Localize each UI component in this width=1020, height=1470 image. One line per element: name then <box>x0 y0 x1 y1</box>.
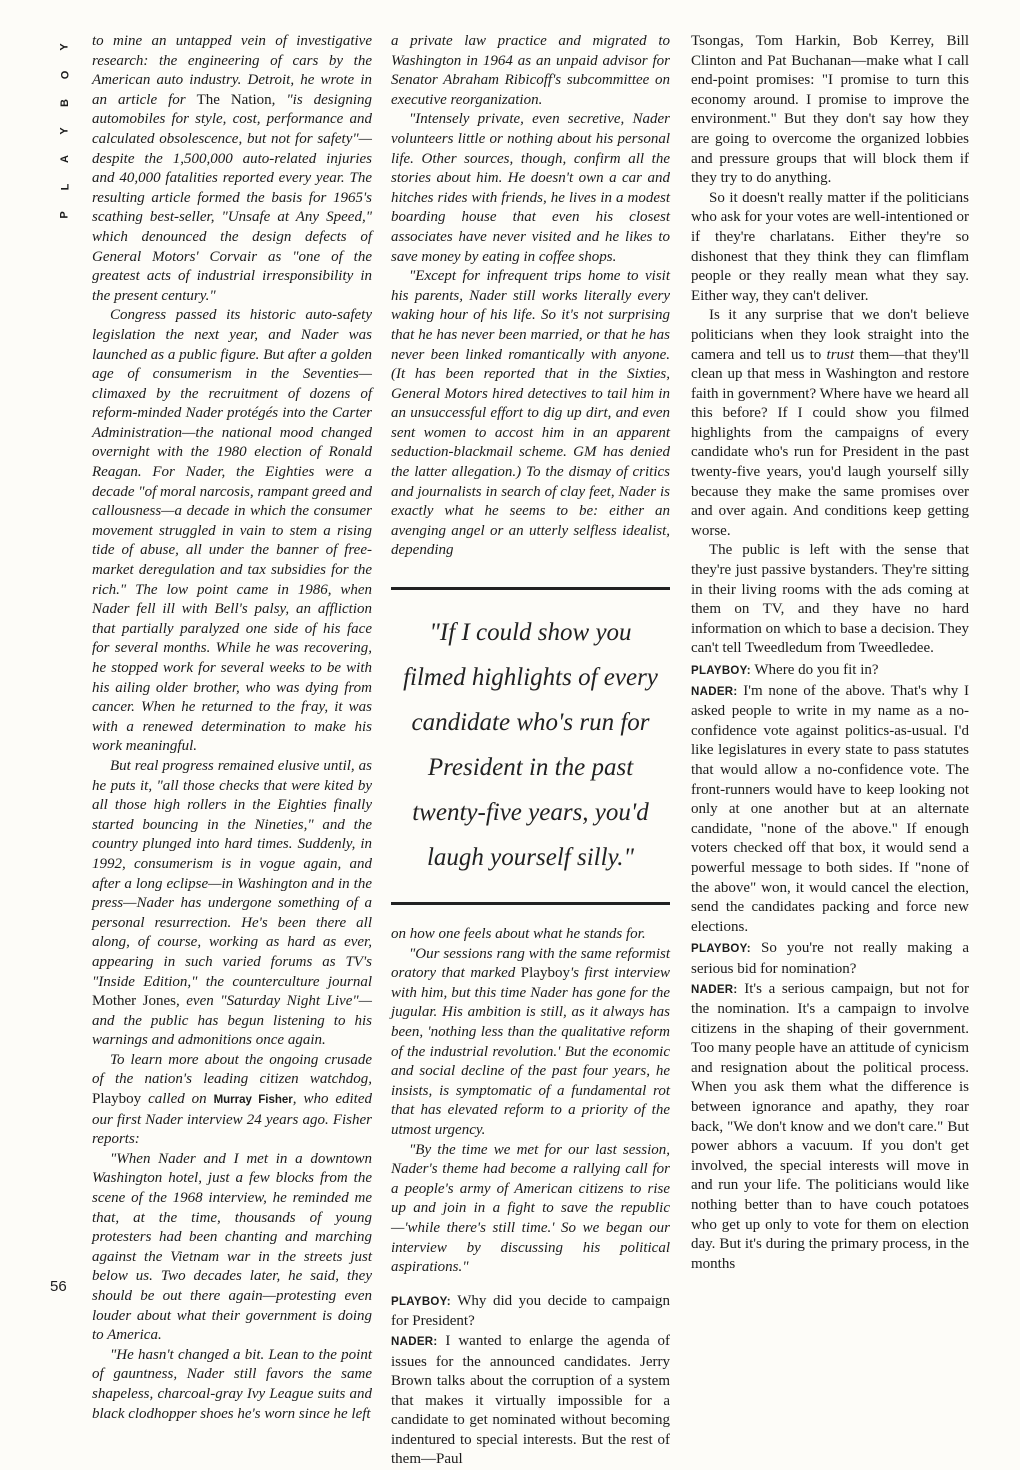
running-head-letter: P <box>59 211 71 219</box>
interview-question: PLAYBOY: Why did you decide to campaign for President? <box>391 1292 670 1330</box>
speaker-label: NADER: <box>691 685 738 698</box>
intro-paragraph: "Our sessions rang with the same reformist oratory that marked Playboy's first interview with him, but this time Nader has gone for the jugular. His ambition is still, as it always has been, 'nothing less than the qualitative reform of the industrial revolution.' But the economic and social decline of the past four years, he insists, is symptomatic of a fundamental rot that has elevated reform to a priority of the utmost urgency. <box>391 945 670 1138</box>
running-head-letter: B <box>58 99 71 107</box>
speaker-label: NADER: <box>391 1335 438 1348</box>
interview-answer: NADER: I wanted to enlarge the agenda of issues for the announced candidates. Jerry Brown talks about the corruption of a system that makes it virtually impossible for a candidate to get nominated without becoming indentured to special interests. But the rest of them—Paul <box>391 1332 670 1468</box>
pull-quote: "If I could show you filmed highlights of every candidate who's run for President in the past twenty-five years, you'd laugh yourself silly." <box>391 587 670 905</box>
intro-paragraph: To learn more about the ongoing crusade of the nation's leading citizen watchdog, Playboy called on Murray Fisher, who edited our first Nader interview 24 years ago. Fisher reports: <box>92 1051 373 1148</box>
interview-question: PLAYBOY: Where do you fit in? <box>691 662 879 678</box>
intro-paragraph: "Except for infrequent trips home to visit his parents, Nader still works literally every waking hour of his life. So it's not surprising that he has never been married, or that he has never been linked romantically with anyone. (It has been reported that in the Sixties, General Motors hired detectives to tail him in an unsuccessful effort to dig up dirt, and even sent women to accost him in an apparent seduction-blackmail scheme. GM has denied the latter allegation.) To the dismay of critics and journalists in search of clay feet, Nader is exactly what he seems to be: either an avenging angel or an utterly selfless idealist, depending <box>391 268 670 559</box>
intro-paragraph: "He hasn't changed a bit. Lean to the point of gauntness, Nader still favors the same shapeless, charcoal-gray Ivy League suits and black clodhopper shoes he's worn since he left <box>92 1346 372 1422</box>
interview-answer: Is it any surprise that we don't believe politicians when they look straight into the camera and tell us to trust them—that they'll clean up that mess in Washington and restore faith in government? Where have we heard all this before? If I could show you filmed highlights from the campaigns of every candidate who's run for President in the past twenty-five years, you'd laugh yourself silly because they make the same promises over and over again. And conditions keep getting worse. <box>691 307 969 539</box>
interview-answer: NADER: I'm none of the above. That's why I asked people to write in my name as a no-confidence vote against politics-as-usual. I'd like legislatures in every state to pass statutes that would allow a no-confidence vote. The front-runners would have to keep looking not only at one another but at an alternate candidate, "none of the above." If enough voters checked off that box, it would send a powerful message to both sides. If "none of the above" won, it would cancel the election, send the candidates packing and force new elections. <box>691 682 969 935</box>
column-3 <box>691 32 969 1292</box>
intro-paragraph: a private law practice and migrated to Washington in 1964 as an unpaid advisor for Senator Abraham Ribicoff's subcommittee on executive reorganization. <box>391 33 670 108</box>
speaker-label: PLAYBOY: <box>691 943 751 956</box>
running-head-letter: Y <box>59 43 71 51</box>
page-number: 56 <box>50 1278 67 1295</box>
interview-answer: Tsongas, Tom Harkin, Bob Kerrey, Bill Clinton and Pat Buchanan—make what I call end-point promises: "I promise to turn this economy around. I promise to improve the environment." But they don't say how they are going to overcome the organized lobbies and pressure groups that will block them if they try to do anything. <box>691 33 969 187</box>
intro-paragraph: to mine an untapped vein of investigative research: the engineering of cars by the American auto industry. Detroit, he wrote in an article for The Nation, "is designing automobiles for style, cost, performance and calculated obsolescence, but not for safety"—despite the 1,500,000 auto-related injuries and 40,000 fatalities reported every year. The resulting article formed the basis for 1965's scathing best-seller, "Unsafe at Any Speed," which denounced the design defects of General Motors' Corvair as "one of the greatest acts of industrial irresponsibility in the present century." <box>92 33 372 304</box>
speaker-label: NADER: <box>691 983 738 996</box>
intro-paragraph: "By the time we met for our last session, Nader's theme had become a rallying call for a people's army of American citizens to rise up and join in a fight to save the republic—'while there's still time.' So we began our interview by discussing his political aspirations." <box>391 1141 670 1276</box>
interview-answer: NADER: It's a serious campaign, but not for the nomination. It's a campaign to involve citizens in the shaping of their government. Too many people have an attitude of cynicism and resignation about the political process. When you ask them what the difference is between ignorance and apathy, they roar back, "We don't know and we don't care." But power abhors a vacuum. If you don't get involved, the special interests will move in and run your life. The politicians would like nothing better than to have couch potatoes who get up only to vote for them on election day. But it's during the primary process, in the months <box>691 980 969 1272</box>
interview-question: PLAYBOY: So you're not really making a serious bid for nomination? <box>691 940 969 977</box>
interview-answer: The public is left with the sense that they're just passive bystanders. They're sitting in their living rooms with the ads coming at them on TV, and they have no hard information on which to base a decision. They can't tell Tweedledum from Tweedledee. <box>691 542 969 657</box>
running-head-playboy <box>52 36 78 226</box>
intro-paragraph: on how one feels about what he stands for. <box>391 926 646 943</box>
interview-answer: So it doesn't really matter if the politicians who ask for your votes are well-intentioned or if they're charlatans. Either they're so dishonest that they think they can flimflam people or they really mean what they say. Either way, they can't deliver. <box>691 189 969 304</box>
intro-paragraph: But real progress remained elusive until, as he puts it, "all those checks that were kited by all those high rollers in the Eighties finally started bouncing in the Nineties," and the country plunged into hard times. Suddenly, in 1992, consumerism is in vogue again, and after a long eclipse—in Washington and in the press—Nader has undergone something of a personal resurrection. He's been there all along, of course, working as hard as ever, appearing in such varied forums as TV's "Inside Edition," the counterculture journal Mother Jones, even "Saturday Night Live"—and the public has begun listening to his warnings and admonitions once again. <box>92 757 372 1049</box>
running-head-letter: A <box>58 155 71 163</box>
speaker-label: PLAYBOY: <box>391 1295 451 1308</box>
column-1 <box>92 32 373 1422</box>
column-2 <box>391 32 670 1468</box>
running-head-letter: O <box>59 70 71 80</box>
running-head-letter: Y <box>59 127 71 135</box>
intro-paragraph: "When Nader and I met in a downtown Washington hotel, just a few blocks from the scene of the 1968 interview, he reminded me that, at the time, thousands of young protesters had been chanting and marching against the Vietnam war in the streets just below us. Two decades later, he said, they should be out there again—protesting even louder about what their government is doing to America. <box>92 1150 372 1344</box>
intro-paragraph: "Intensely private, even secretive, Nader volunteers little or nothing about his personal life. Other sources, though, confirm all the stories about him. He doesn't own a car and hitches rides with friends, he lives in a modest boarding house that even his closest associates have never visited and he likes to save money by eating in coffee shops. <box>391 111 670 265</box>
speaker-label: PLAYBOY: <box>691 665 751 677</box>
running-head-letter: L <box>58 183 71 191</box>
intro-paragraph: Congress passed its historic auto-safety legislation the next year, and Nader was launched as a public figure. But after a golden age of consumerism in the Seventies—climaxed by the recruitment of dozens of reform-minded Nader protégés into the Carter Administration—the national mood changed overnight with the 1980 election of Ronald Reagan. For Nader, the Eighties were a decade "of moral narcosis, rampant greed and callousness—a decade in which the consumer movement struggled in vain to stem a rising tide of abuse, all under the banner of free-market deregulation and tax subsidies for the rich." The low point came in 1986, when Nader fell ill with Bell's palsy, an affliction that partially paralyzed one side of his face for several months. While he was recovering, he stopped work for several weeks to be with his ailing older brother, who was dying from cancer. When he returned to the fray, it was with a renewed determination to make his work meaningful. <box>92 307 372 755</box>
